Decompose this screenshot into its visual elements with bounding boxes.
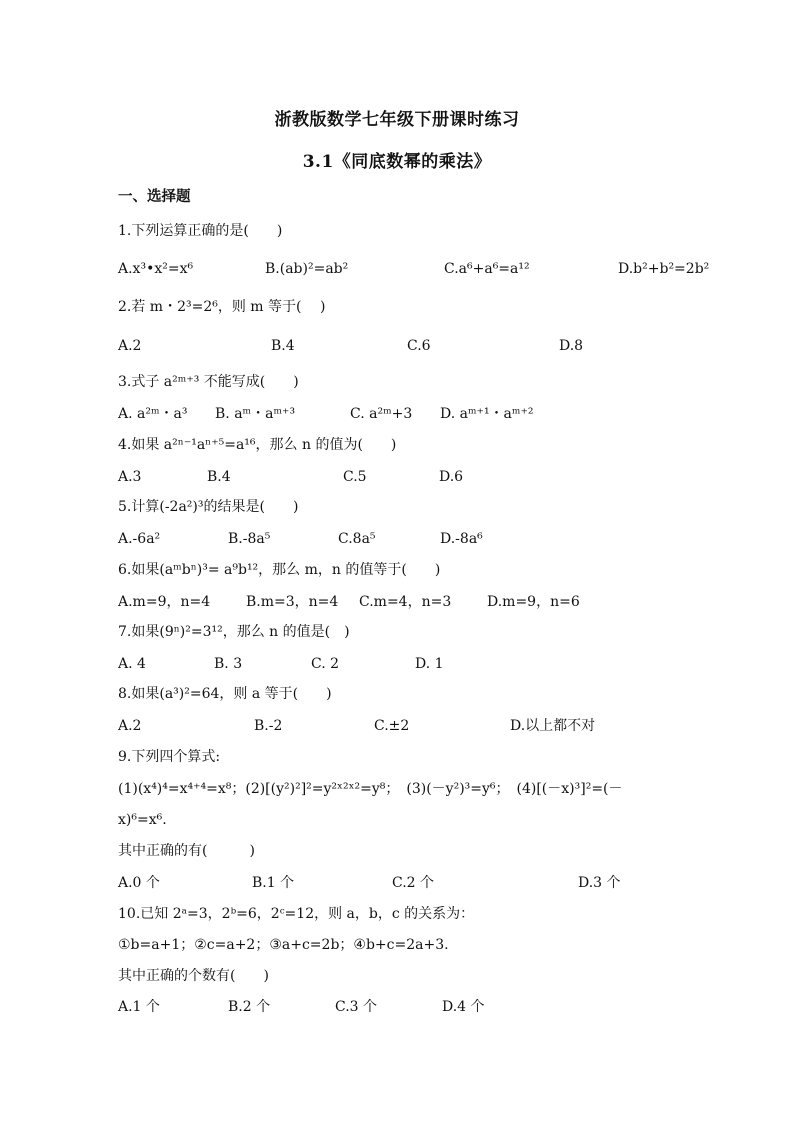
question-7-stem: 7.如果(9ⁿ)²=3¹²，那么 n 的值是( ) (118, 624, 350, 640)
question-6-option-b: B.m=3，n=4 (246, 594, 339, 610)
question-1-option-d: D.b²+b²=2b² (618, 261, 710, 277)
question-8-stem: 8.如果(a³)²=64，则 a 等于( ) (118, 686, 332, 702)
question-4-option-a: A.3 (118, 469, 142, 485)
question-10-stem: 10.已知 2ᵃ=3，2ᵇ=6，2ᶜ=12，则 a，b，c 的关系为： (118, 906, 475, 922)
question-10-statements: ①b=a+1；②c=a+2；③a+c=2b；④b+c=2a+3. (118, 937, 449, 953)
question-4-option-c: C.5 (343, 469, 367, 485)
question-9-option-d: D.3 个 (578, 875, 621, 891)
question-3-option-b: B. aᵐ・aᵐ⁺³ (215, 406, 296, 422)
question-6-stem: 6.如果(aᵐbⁿ)³= a⁹b¹²，那么 m，n 的值等于( ) (118, 562, 441, 578)
question-9-option-a: A.0 个 (118, 875, 160, 891)
question-10-option-b: B.2 个 (228, 999, 271, 1015)
question-10-prompt: 其中正确的个数有( ) (118, 968, 269, 984)
question-2-option-b: B.4 (271, 338, 295, 354)
question-8-option-b: B.-2 (254, 718, 283, 734)
question-2-stem: 2.若 m・2³=2⁶，则 m 等于( ) (118, 299, 326, 315)
question-7-option-b: B. 3 (214, 656, 243, 672)
question-9-prompt: 其中正确的有( ) (118, 843, 255, 859)
question-2-option-d: D.8 (559, 338, 584, 354)
question-4-stem: 4.如果 a²ⁿ⁻¹aⁿ⁺⁵=a¹⁶，那么 n 的值为( ) (118, 437, 397, 453)
question-6-option-a: A.m=9，n=4 (118, 594, 211, 610)
question-6-option-c: C.m=4，n=3 (359, 594, 452, 610)
question-10-option-c: C.3 个 (335, 999, 378, 1015)
question-5-option-a: A.-6a² (118, 531, 161, 547)
section-heading: 一、选择题 (118, 188, 191, 205)
question-9-expressions-line-1: (1)(x⁴)⁴=x⁴⁺⁴=x⁸；(2)[(y²)²]²=y²ˣ²ˣ²=y⁸； (3)(－y²)³=y⁶； (4)[(－x)³]²=(－ (118, 781, 623, 797)
question-7-option-d: D. 1 (415, 656, 444, 672)
question-8-option-a: A.2 (118, 718, 142, 734)
question-2-option-a: A.2 (118, 338, 142, 354)
question-10-option-d: D.4 个 (442, 999, 485, 1015)
question-3-stem: 3.式子 a²ᵐ⁺³ 不能写成( ) (118, 374, 299, 390)
question-5-option-b: B.-8a⁵ (228, 531, 271, 547)
question-1-option-c: C.a⁶+a⁶=a¹² (444, 261, 530, 277)
question-5-option-d: D.-8a⁶ (440, 531, 483, 547)
question-4-option-d: D.6 (439, 469, 464, 485)
question-9-stem: 9.下列四个算式: (118, 749, 221, 765)
question-9-expressions-line-2: x)⁶=x⁶. (118, 812, 167, 828)
question-1-option-a: A.x³•x²=x⁶ (118, 261, 194, 277)
question-8-option-d: D.以上都不对 (510, 718, 596, 734)
question-4-option-b: B.4 (207, 469, 231, 485)
question-6-option-d: D.m=9，n=6 (487, 594, 580, 610)
question-2-option-c: C.6 (407, 338, 431, 354)
question-9-option-c: C.2 个 (392, 875, 435, 891)
question-3-option-a: A. a²ᵐ・a³ (118, 406, 188, 422)
question-3-option-d: D. aᵐ⁺¹・aᵐ⁺² (440, 406, 534, 422)
question-9-option-b: B.1 个 (252, 875, 295, 891)
question-8-option-c: C.±2 (374, 718, 410, 734)
question-1-option-b: B.(ab)²=ab² (265, 261, 349, 277)
question-7-option-c: C. 2 (311, 656, 340, 672)
question-10-option-a: A.1 个 (118, 999, 160, 1015)
document-subtitle: 3.1《同底数幂的乘法》 (302, 152, 492, 172)
question-3-option-c: C. a²ᵐ+3 (350, 406, 413, 422)
question-5-option-c: C.8a⁵ (338, 531, 376, 547)
question-1-stem: 1.下列运算正确的是( ) (118, 223, 283, 239)
question-5-stem: 5.计算(-2a²)³的结果是( ) (118, 499, 299, 515)
question-7-option-a: A. 4 (118, 656, 146, 672)
document-title: 浙教版数学七年级下册课时练习 (274, 110, 520, 130)
